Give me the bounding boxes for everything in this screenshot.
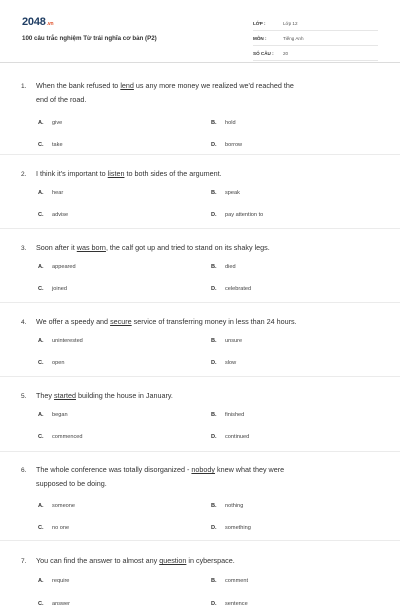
option-b[interactable]: B. finished: [211, 412, 245, 418]
question-text: building the house in January.: [75, 391, 173, 400]
question-text: When the bank refused to: [36, 81, 121, 90]
underlined-word: nobody: [191, 465, 216, 474]
option-b[interactable]: B. speak: [211, 190, 240, 196]
question-stem: [21, 241, 371, 256]
question-stem: [21, 79, 371, 94]
question-item: [0, 452, 400, 541]
question-number: 5.: [21, 393, 27, 400]
question-text: They: [36, 391, 54, 400]
logo-suffix: .vn: [46, 21, 54, 27]
page-title: 100 câu trắc nghiệm Từ trái nghĩa cơ bản (P2): [22, 35, 157, 42]
option-d[interactable]: D. something: [211, 525, 251, 531]
meta-key: LỚP :: [253, 20, 266, 26]
underlined-word: started: [53, 391, 76, 400]
site-logo[interactable]: [22, 16, 53, 28]
meta-key: MÔN :: [253, 35, 267, 41]
option-b[interactable]: B. died: [211, 264, 236, 270]
option-b[interactable]: B. comment: [211, 578, 249, 584]
option-a[interactable]: A. hear: [38, 190, 64, 196]
option-b[interactable]: B. unsure: [211, 338, 243, 344]
question-stem: [21, 463, 371, 478]
option-c[interactable]: C. joined: [38, 286, 67, 292]
option-c[interactable]: C. take: [38, 142, 63, 148]
question-text: The whole conference was totally disorganized -: [36, 465, 192, 474]
question-number: 7.: [21, 558, 27, 565]
option-d[interactable]: D. continued: [211, 434, 250, 440]
meta-row-subject: [253, 31, 378, 46]
question-text: us any more money we realized we'd reached the: [133, 81, 294, 90]
logo-number: 2048: [22, 16, 46, 28]
option-d[interactable]: D. pay attention to: [211, 212, 264, 218]
question-text: You can find the answer to almost any: [36, 556, 160, 565]
question-text: Soon after it: [36, 243, 77, 252]
meta-row-class: [253, 16, 378, 31]
underlined-word: was born: [76, 243, 106, 252]
question-number: 2.: [21, 171, 27, 178]
option-d[interactable]: D. sentence: [211, 601, 248, 607]
option-a[interactable]: A. appeared: [38, 264, 76, 270]
question-stem: [21, 389, 371, 404]
option-d[interactable]: D. borrow: [211, 142, 243, 148]
underlined-word: secure: [110, 317, 132, 326]
meta-value: 20: [283, 50, 289, 56]
question-item: [0, 155, 400, 229]
option-b[interactable]: B. nothing: [211, 503, 244, 509]
question-item: [0, 63, 400, 155]
option-a[interactable]: A. began: [38, 412, 68, 418]
option-c[interactable]: C. open: [38, 360, 65, 366]
option-c[interactable]: C. no one: [38, 525, 70, 531]
question-text: We offer a speedy and: [36, 317, 111, 326]
underlined-word: question: [159, 556, 187, 565]
option-a[interactable]: A. someone: [38, 503, 76, 509]
question-stem: [21, 554, 371, 569]
question-stem: [21, 167, 371, 182]
question-stem-continued: supposed to be doing.: [36, 479, 107, 488]
option-c[interactable]: C. answer: [38, 601, 71, 607]
underlined-word: lend: [120, 81, 134, 90]
option-d[interactable]: D. slow: [211, 360, 237, 366]
question-item: [0, 377, 400, 452]
page-header: [0, 0, 400, 62]
question-item: [0, 541, 400, 611]
option-c[interactable]: C. commenced: [38, 434, 83, 440]
question-text: I think it's important to: [36, 169, 108, 178]
meta-row-count: [253, 46, 378, 61]
meta-value: Lớp 12: [283, 20, 298, 26]
meta-value: Tiếng Anh: [283, 35, 304, 41]
option-d[interactable]: D. celebrated: [211, 286, 252, 292]
option-c[interactable]: C. advise: [38, 212, 69, 218]
question-text: , the calf got up and tried to stand on its shaky legs.: [105, 243, 270, 252]
question-stem-continued: end of the road.: [36, 95, 87, 104]
question-text: service of transferring money in less than 24 hours.: [131, 317, 297, 326]
option-a[interactable]: A. require: [38, 578, 70, 584]
question-list: [0, 63, 400, 611]
option-a[interactable]: A. give: [38, 120, 63, 126]
question-text: to both sides of the argument.: [124, 169, 222, 178]
meta-key: SỐ CÂU :: [253, 50, 274, 56]
question-item: [0, 303, 400, 377]
question-item: [0, 229, 400, 303]
question-stem: [21, 315, 371, 330]
meta-info: [253, 16, 378, 61]
underlined-word: listen: [107, 169, 125, 178]
option-b[interactable]: B. hold: [211, 120, 236, 126]
question-text: in cyberspace.: [186, 556, 235, 565]
question-number: 4.: [21, 319, 27, 326]
question-text: knew what they were: [215, 465, 285, 474]
question-number: 3.: [21, 245, 27, 252]
question-number: 1.: [21, 83, 27, 90]
option-a[interactable]: A. uninterested: [38, 338, 83, 344]
question-number: 6.: [21, 467, 27, 474]
